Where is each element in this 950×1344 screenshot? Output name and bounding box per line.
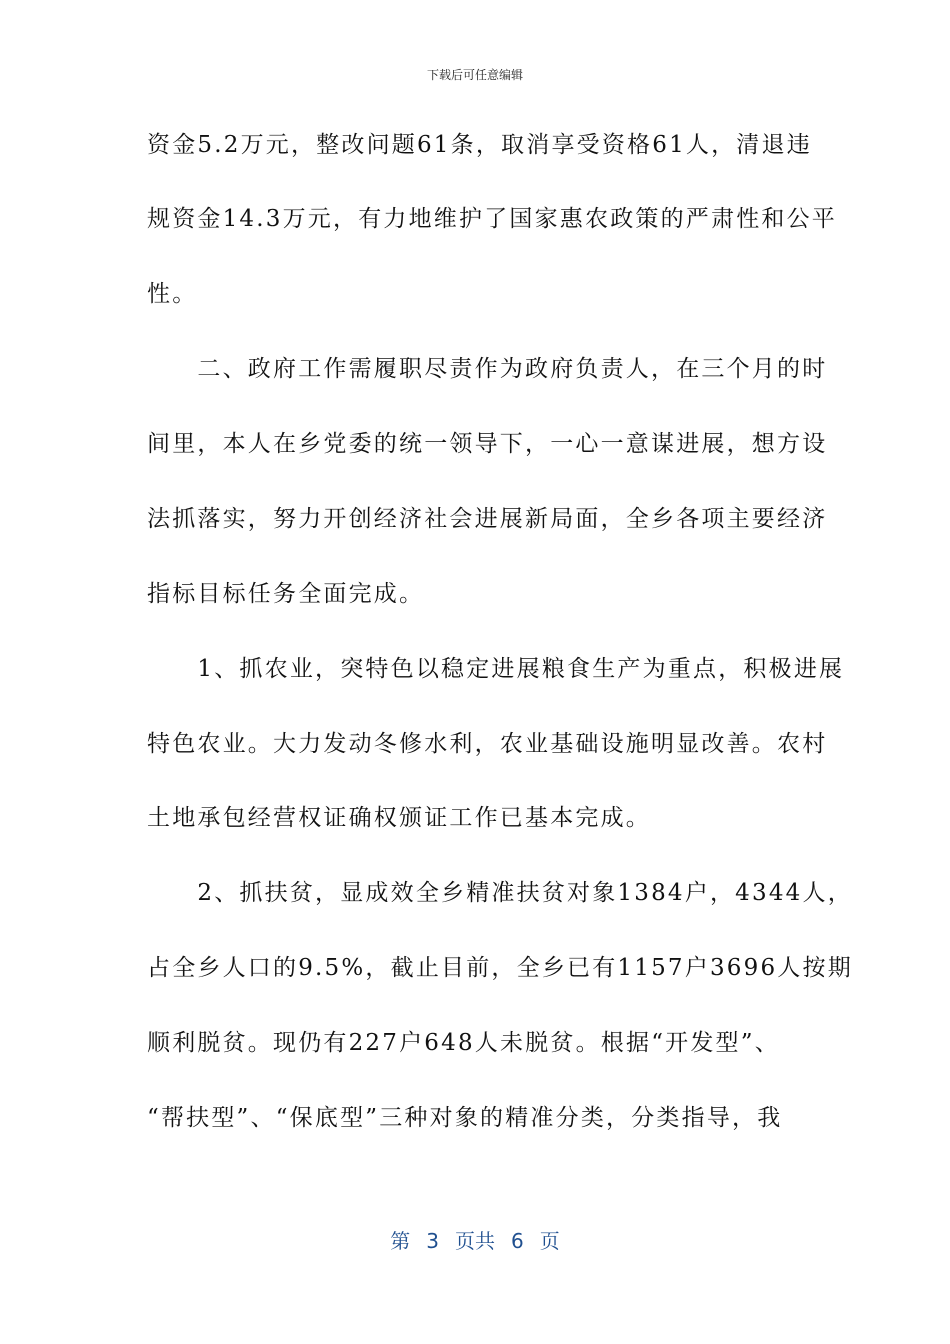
text-line-5: 间里，本人在乡党委的统一领导下，一心一意谋进展，想方设 (147, 431, 828, 457)
text-line-12: 占全乡人口的9.5%，截止目前，全乡已有1157户3696人按期 (147, 955, 853, 981)
text-line-6: 法抓落实，努力开创经济社会进展新局面，全乡各项主要经济 (147, 506, 828, 532)
text-line-13: 顺利脱贫。现仍有227户648人未脱贫。根据“开发型”、 (147, 1030, 780, 1056)
text-line-10: 土地承包经营权证确权颁证工作已基本完成。 (147, 805, 651, 831)
text-line-2: 规资金14.3万元，有力地维护了国家惠农政策的严肃性和公平 (147, 206, 838, 232)
text-line-14: “帮扶型”、“保底型”三种对象的精准分类，分类指导，我 (147, 1105, 783, 1131)
text-line-1: 资金5.2万元，整改问题61条，取消享受资格61人，清退违 (147, 132, 812, 158)
page-footer (0, 1225, 950, 1254)
page-current-number: 3 (426, 1229, 439, 1253)
page-label: 第 (390, 1229, 411, 1253)
text-line-11: 2、抓扶贫，显成效全乡精准扶贫对象1384户，4344人， (147, 880, 853, 906)
text-line-9: 特色农业。大力发动冬修水利，农业基础设施明显改善。农村 (147, 731, 828, 757)
page-header: 下载后可任意编辑 (426, 68, 523, 82)
text-line-3: 性。 (147, 281, 198, 307)
text-line-7: 指标目标任务全面完成。 (147, 581, 425, 607)
text-line-8: 1、抓农业，突特色以稳定进展粮食生产为重点，积极进展 (147, 656, 845, 682)
page-mid-label: 页共 (455, 1229, 495, 1253)
page-total-number: 6 (511, 1229, 524, 1253)
text-line-4: 二、政府工作需履职尽责作为政府负责人，在三个月的时 (147, 356, 828, 382)
page-suffix-label: 页 (539, 1229, 560, 1253)
